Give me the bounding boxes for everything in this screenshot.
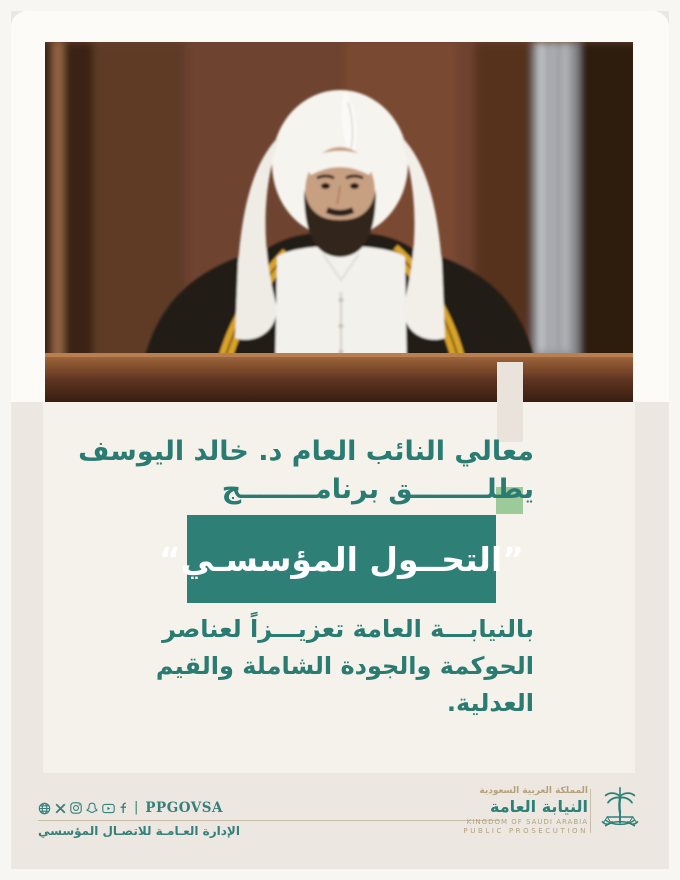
instagram-icon (70, 802, 82, 814)
brand-text (463, 786, 588, 835)
department-label: الإدارة العـامـة للاتصـال المؤسسي (38, 824, 240, 838)
accent-bar (497, 362, 523, 442)
body-line1: بالنيابـــة العامة تعزيـــزاً لعناصر (162, 615, 534, 643)
facebook-icon (119, 802, 128, 814)
brand-divider-line (590, 789, 591, 833)
social-handle: PPGOVSA (145, 800, 223, 816)
public-prosecution-emblem-icon (596, 785, 644, 833)
headline-line1: معالي النائب العام د. خالد اليوسف (78, 436, 534, 467)
youtube-icon (102, 803, 115, 814)
attorney-general-photo (45, 42, 633, 402)
snapchat-icon (86, 802, 98, 814)
brand-name-arabic: النيابة العامة (490, 797, 588, 816)
headline-line2: يطلــــــــق برنامــــــــج (221, 474, 534, 505)
body-line2: الحوكمة والجودة الشاملة والقيم (155, 652, 534, 680)
courtroom-bench (45, 353, 633, 402)
program-title: ”التحــول المؤسسـي“ (159, 539, 524, 579)
brand-kingdom-english: KINGDOM OF SAUDI ARABIA (466, 818, 588, 826)
headline (78, 433, 534, 509)
social-row (38, 800, 223, 816)
separator: | (134, 799, 139, 815)
x-icon (55, 803, 66, 814)
courtroom-portrait-illustration (45, 42, 633, 402)
globe-icon (38, 802, 51, 815)
footer-divider-line (38, 820, 500, 821)
brand-name-english: PUBLIC PROSECUTION (463, 827, 588, 835)
brand-kingdom-arabic: المملكة العربية السعودية (479, 786, 588, 796)
body-line3: العدلية. (446, 689, 534, 717)
photo-card (11, 11, 669, 402)
program-title-box (159, 515, 524, 603)
body-text (156, 611, 534, 722)
